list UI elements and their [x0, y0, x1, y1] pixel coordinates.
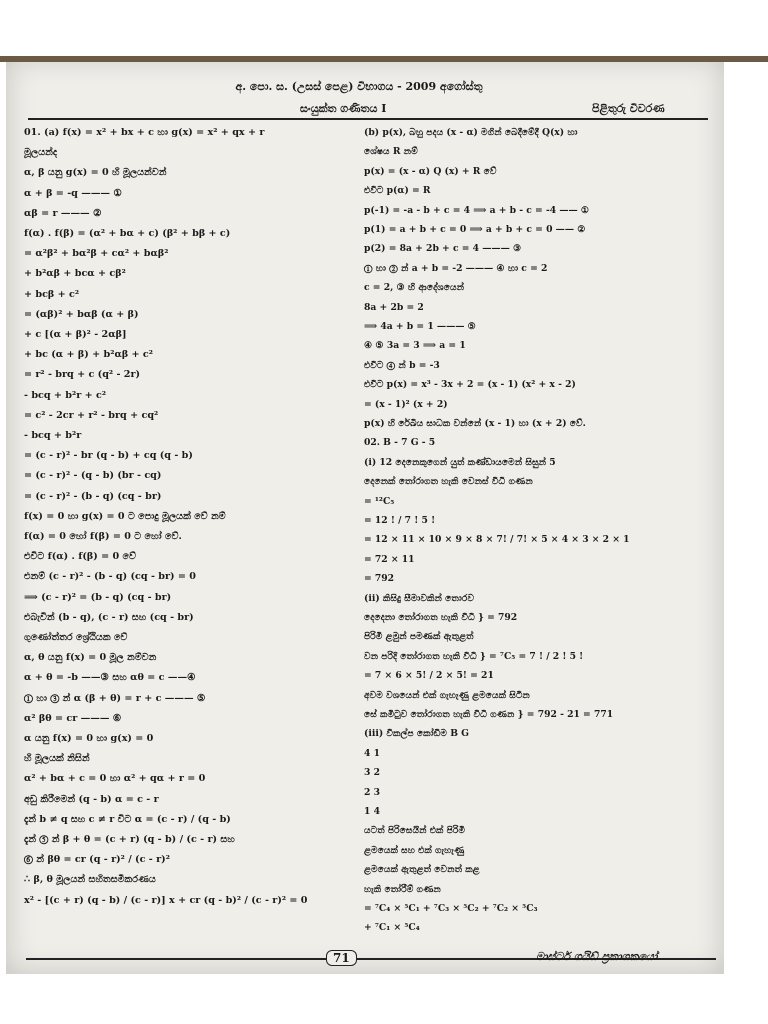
- text-line: (iii) විකල්ප කෝඩිම B G: [364, 728, 470, 740]
- text-line: α² + bα + c = 0 හා α² + qα + r = 0: [24, 773, 206, 785]
- text-line: 3 2: [364, 767, 380, 779]
- text-line: දෙදෙනා තෝරාගත හැකි විධි } = 792: [364, 612, 518, 623]
- text-line: ① හා ③ න් α (β + θ) = r + c ——— ⑤: [24, 692, 206, 704]
- text-line: ළමයෙක් ඇතුළත් වෙනත් කළ: [364, 864, 480, 876]
- text-line: (b) p(x), බහු පදය (x - α) මගින් බෙදීමේදී Q(x) හා: [364, 127, 578, 138]
- text-line: 2 3: [364, 786, 380, 798]
- answers-label: පිළිතුරු විවරණ: [592, 102, 665, 115]
- text-line: α + θ = -b ——③ සහ αθ = c ——④: [24, 672, 196, 684]
- text-line: අවම වශයෙන් එක් ගැහැණු ළමයෙක් සිටින: [364, 689, 530, 701]
- page-number: 71: [326, 950, 357, 966]
- text-line: සේ කමිටුව තෝරාගත හැකි විධි ගණන } = 792 - 21 = 771: [364, 709, 614, 720]
- text-line: 1 4: [364, 806, 380, 817]
- text-line: = ⁷C₄ × ⁵C₁ + ⁷C₃ × ⁵C₂ + ⁷C₂ × ⁵C₃: [364, 903, 538, 914]
- text-line: වන පරිදි තෝරාගත හැකි විධි } = ⁷C₅ = 7 ! / 2 ! 5 !: [364, 650, 584, 662]
- text-line: + bcβ + c²: [24, 288, 80, 300]
- text-line: = 7 × 6 × 5! / 2 × 5! = 21: [364, 670, 494, 682]
- text-line: p(1) = a + b + c = 0 ⟹ a + b + c = 0 —— ②: [364, 224, 586, 235]
- text-line: α + β = -q ——— ①: [24, 187, 122, 199]
- text-line: = (αβ)² + bαβ (α + β): [24, 308, 139, 320]
- text-line: = ¹²C₅: [364, 495, 395, 507]
- text-line: එවිට ④ න් b = -3: [364, 359, 440, 371]
- text-line: දැන් b ≠ q සහ c ≠ r විට α = (c - r) / (q - b): [24, 813, 231, 825]
- header-rule: [28, 118, 708, 120]
- text-line: = 792: [364, 573, 395, 585]
- text-line: ⑥ න් βθ = cr (q - r)² / (c - r)²: [24, 854, 170, 866]
- text-line: ④ ⑤ 3a = 3 ⟹ a = 1: [364, 340, 466, 352]
- text-line: යටත් පිරිසෙයින් එක් පිරිමි: [364, 825, 466, 837]
- text-line: p(x) හි රේඛීය සාධක වන්නේ (x - 1) හා (x + 2) වේ.: [364, 418, 586, 429]
- text-line: ළමයෙක් සහ එක් ගැහැණු: [364, 844, 465, 856]
- text-line: x² - [(c + r) (q - b) / (c - r)] x + cr (q - b)² / (c - r)² = 0: [24, 894, 308, 906]
- text-line: α, θ යනු f(x) = 0 මූල නම්වන: [24, 652, 157, 664]
- text-line: (ii) කිසිදු සීමාවකින් තොරව: [364, 592, 475, 604]
- subject-title: සංයුක්ත ගණිතය I: [300, 102, 387, 115]
- text-line: ⟹ (c - r)² = (b - q) (cq - br): [24, 591, 172, 603]
- text-line: 8a + 2b = 2: [364, 301, 424, 313]
- page-edge: [0, 56, 768, 62]
- text-line: c = 2, ③ හි ආදේශයෙන්: [364, 282, 465, 294]
- text-line: එබැවින් (b - q), (c - r) සහ (cq - br): [24, 611, 194, 623]
- text-line: ∴ β, θ මූලයන් සහිතසමීකරණය: [24, 874, 156, 886]
- text-line: එවිට f(α) . f(β) = 0 වේ: [24, 551, 136, 563]
- text-line: p(2) = 8a + 2b + c = 4 ——— ③: [364, 243, 522, 255]
- text-line: = α²β² + bα²β + cα² + bαβ²: [24, 248, 169, 260]
- text-line: + bc (α + β) + b²αβ + c²: [24, 349, 153, 361]
- text-line: = 12 × 11 × 10 × 9 × 8 × 7! / 7! × 5 × 4 × 3 × 2 × 1: [364, 534, 630, 546]
- text-line: (i) 12 දෙනෙකුගෙන් යුත් කණ්ඩායමෙන් සිසුන් 5: [364, 456, 556, 468]
- text-line: = 12 ! / 7 ! 5 !: [364, 515, 436, 526]
- text-line: f(α) = 0 හෝ f(β) = 0 ට හෝ වේ.: [24, 531, 182, 542]
- text-line: දෙනෙක් තෝරාගත හැකි වෙනස් විධි ගණන: [364, 476, 533, 488]
- text-line: = 72 × 11: [364, 553, 415, 565]
- text-line: පිරිමි ළමුන් පමණක් ඇතුළත්: [364, 631, 474, 643]
- text-line: αβ = r ——— ②: [24, 207, 102, 219]
- text-line: ① හා ② න් a + b = -2 ——— ④ හා c = 2: [364, 262, 548, 274]
- text-line: 02. B - 7 G - 5: [364, 437, 436, 449]
- text-line: ශේෂය R නම්: [364, 146, 418, 158]
- text-line: ගුණෝත්තර ශ්‍රේඨියක වේ: [24, 632, 128, 643]
- text-line: α යනු f(x) = 0 හා g(x) = 0: [24, 733, 154, 744]
- text-line: 4 1: [364, 747, 380, 759]
- text-line: = (c - r)² - (b - q) (cq - br): [24, 490, 162, 502]
- text-line: + b²αβ + bcα + cβ²: [24, 268, 126, 280]
- text-line: = c² - 2cr + r² - brq + cq²: [24, 409, 159, 421]
- text-line: α² βθ = cr ——— ⑥: [24, 712, 122, 724]
- text-line: = r² - brq + c (q² - 2r): [24, 369, 141, 381]
- text-line: එනම් (c - r)² - (b - q) (cq - br) = 0: [24, 571, 196, 583]
- text-line: ⟹ 4a + b = 1 ——— ⑤: [364, 321, 476, 332]
- text-line: f(α) . f(β) = (α² + bα + c) (β² + bβ + c): [24, 228, 231, 239]
- text-line: දැන් ⑤ න් β + θ = (c + r) (q - b) / (c - r) සහ: [24, 834, 235, 845]
- text-line: අඩු කිරීමෙන් (q - b) α = c - r: [24, 793, 159, 805]
- left-column: [24, 124, 354, 964]
- text-line: = (c - r)² - (q - b) (br - cq): [24, 470, 162, 482]
- text-line: එවිට p(x) = x³ - 3x + 2 = (x - 1) (x² + x - 2): [364, 379, 576, 391]
- text-line: = (x - 1)² (x + 2): [364, 398, 448, 410]
- text-line: 01. (a) f(x) = x² + bx + c හා g(x) = x² + qx + r: [24, 127, 265, 138]
- top-margin: [0, 0, 768, 56]
- text-line: p(x) = (x - α) Q (x) + R වේ: [364, 165, 497, 177]
- text-line: එවිට p(α) = R: [364, 185, 431, 197]
- text-line: මූලයන්ද: [24, 147, 58, 159]
- right-column: [364, 124, 714, 964]
- text-line: + ⁷C₁ × ⁵C₄: [364, 922, 420, 934]
- text-line: = (c - r)² - br (q - b) + cq (q - b): [24, 450, 193, 462]
- text-line: - bcq + b²r + c²: [24, 389, 107, 401]
- text-line: α, β යනු g(x) = 0 හි මූලයන්වන්: [24, 167, 167, 179]
- text-line: + c [(α + β)² - 2αβ]: [24, 329, 127, 340]
- publisher-name: මාස්ටර් ගයිඩ් ප්‍රකාශකයෝ: [536, 950, 658, 963]
- text-line: p(-1) = -a - b + c = 4 ⟹ a + b - c = -4 —— ①: [364, 204, 590, 216]
- text-line: f(x) = 0 හා g(x) = 0 ට පොදු මූලයක් වේ නම්: [24, 510, 226, 522]
- text-line: හි මූලයක් නිසින්: [24, 753, 90, 765]
- text-line: - bcq + b²r: [24, 430, 82, 441]
- text-line: හැකි තෝරීම් ගණන: [364, 883, 441, 895]
- exam-title: අ. පො. ස. (උසස් පෙළ) විභාගය - 2009 අගෝස්තු: [235, 80, 483, 93]
